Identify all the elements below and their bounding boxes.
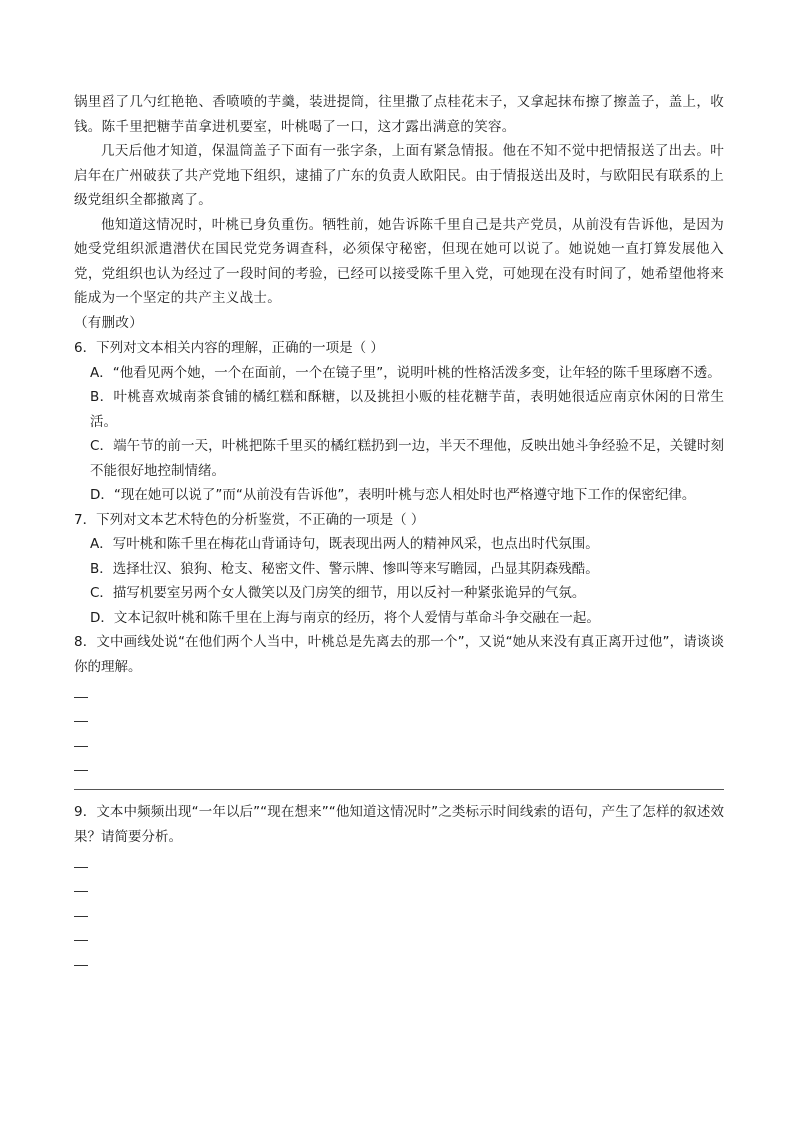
passage-paragraph-3: 他知道这情况时，叶桃已身负重伤。牺牲前，她告诉陈千里自己是共产党员，从前没有告诉他，是因为她受党组织派遣潜伏在国民党党务调查科，必须保守秘密，但现在她可以说了。她说她一直打算发展他入党，党组织也认为经过了一段时间的考验，已经可以接受陈千里入党，可她现在没有时间了，她希望他将来能成为一个坚定的共产主义战士。 [74, 216, 724, 306]
section-divider [74, 789, 724, 790]
answer-line [74, 855, 724, 880]
question-8-stem: 8．文中画线处说“在他们两个人当中，叶桃总是先离去的那一个”，又说“她从来没有真正离开过他”，请谈谈你的理解。 [74, 634, 724, 675]
question-6 [74, 336, 724, 508]
passage-paragraph-2: 几天后他才知道，保温筒盖子下面有一张字条，上面有紧急情报。他在不知不觉中把情报送了出去。叶启年在广州破获了共产党地下组织，逮捕了广东的负责人欧阳民。由于情报送出及时，与欧阳民有联系的上级党组织全都撤离了。 [74, 143, 724, 208]
question-8 [74, 630, 724, 790]
answer-line [74, 929, 724, 954]
passage-paragraph-1: 锅里舀了几勺红艳艳、香喷喷的芋羹，装进提筒，往里撒了点桂花末子，又拿起抹布擦了擦盖子，盖上，收钱。陈千里把糖芋苗拿进机要室，叶桃喝了一口，这才露出满意的笑容。 [74, 94, 724, 135]
question-9-answer-area[interactable] [74, 855, 724, 978]
question-7-option-c: C．描写机要室另两个女人微笑以及门房笑的细节，用以反衬一种紧张诡异的气氛。 [90, 585, 586, 601]
answer-line [74, 759, 724, 784]
reading-passage [74, 90, 724, 335]
question-7-option-b: B．选择壮汉、狼狗、枪支、秘密文件、警示牌、惨叫等来写瞻园，凸显其阴森残酷。 [90, 560, 599, 577]
question-6-option-c: C．端午节的前一天，叶桃把陈千里买的橘红糕扔到一边，半天不理他，反映出她斗争经验不足，关键时刻不能很好地控制情绪。 [90, 438, 724, 479]
question-7-stem: 7．下列对文本艺术特色的分析鉴赏，不正确的一项是（ ） [74, 511, 425, 528]
question-9-stem: 9．文本中频频出现“一年以后”“现在想来”“他知道这情况时”之类标示时间线索的语句，产生了怎样的叙述效果？请简要分析。 [74, 804, 724, 845]
source-note: （有删改） [74, 314, 143, 331]
answer-line [74, 685, 724, 710]
answer-line [74, 953, 724, 978]
question-9 [74, 800, 724, 978]
question-8-answer-area[interactable] [74, 685, 724, 783]
answer-line [74, 734, 724, 759]
answer-line [74, 880, 724, 905]
question-6-stem: 6．下列对文本相关内容的理解，正确的一项是（ ） [74, 340, 384, 356]
question-section [74, 336, 724, 978]
question-7-option-a: A．写叶桃和陈千里在梅花山背诵诗句，既表现出两人的精神风采，也点出时代氛围。 [90, 536, 599, 552]
answer-line [74, 710, 724, 735]
question-6-option-a: A．“他看见两个她，一个在面前，一个在镜子里”，说明叶桃的性格活泼多变，让年轻的陈千里琢磨不透。 [90, 364, 721, 381]
question-6-option-d: D．“现在她可以说了”而“从前没有告诉他”，表明叶桃与恋人相处时也严格遵守地下工作的保密纪律。 [90, 487, 696, 503]
answer-line [74, 904, 724, 929]
question-7-option-d: D．文本记叙叶桃和陈千里在上海与南京的经历，将个人爱情与革命斗争交融在一起。 [90, 609, 600, 626]
question-6-option-b: B．叶桃喜欢城南茶食铺的橘红糕和酥糖，以及挑担小贩的桂花糖芋苗，表明她很适应南京休闲的日常生活。 [90, 389, 724, 430]
question-7 [74, 508, 724, 631]
